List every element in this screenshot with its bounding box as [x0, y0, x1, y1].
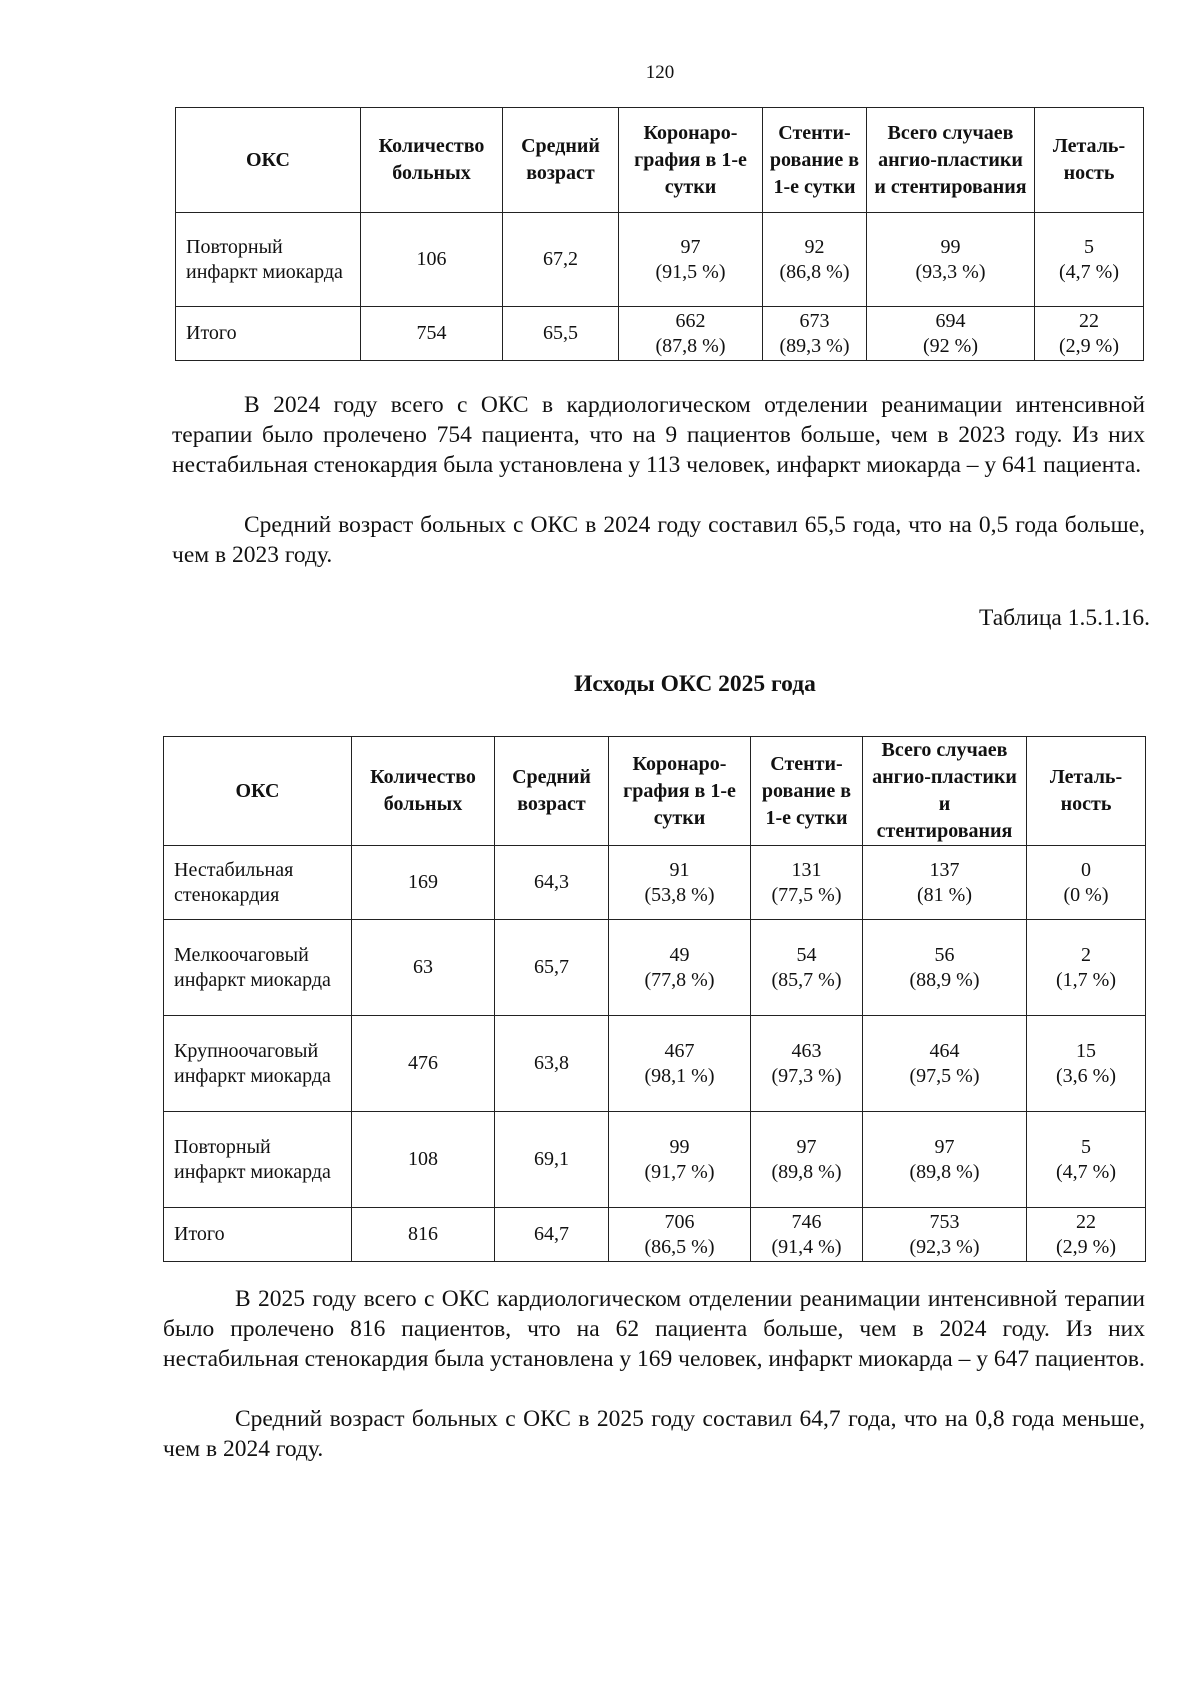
- cell-count: 476: [352, 1016, 495, 1112]
- table-row: [164, 1016, 1146, 1112]
- header-oks: ОКС: [176, 108, 361, 213]
- header-stenting: Стенти-рование в 1-е сутки: [763, 108, 867, 213]
- cell-total-value: 97: [934, 1135, 955, 1158]
- cell-count: 108: [352, 1112, 495, 1208]
- cell-coronarography-percent: (53,8 %): [644, 883, 715, 906]
- cell-stenting: [751, 846, 863, 920]
- cell-stenting-percent: (77,5 %): [771, 883, 842, 906]
- cell-stenting: [751, 1112, 863, 1208]
- cell-count: 106: [361, 213, 503, 307]
- cell-total-value: 99: [940, 235, 961, 258]
- cell-coronarography: [619, 307, 763, 361]
- cell-stenting-percent: (86,8 %): [779, 260, 850, 283]
- paragraph-2025-summary: В 2025 году всего с ОКС кардиологическом отделении реанимации интенсивной терапии было пролечено 816 пациентов, что на 62 пациента больше, чем в 2024 году. Из них нестабильная стенокардия была установлена у 169 человек, инфаркт миокарда – у 647 пациентов.: [163, 1286, 1145, 1372]
- cell-stenting-value: 92: [804, 235, 825, 258]
- cell-coronarography: [609, 1208, 751, 1262]
- cell-coronarography-value: 49: [669, 943, 690, 966]
- page-number: 120: [645, 62, 675, 83]
- cell-total-percent: (88,9 %): [909, 968, 980, 991]
- row-name: Нестабильная стенокардия: [164, 846, 352, 920]
- cell-lethality-value: 5: [1084, 235, 1094, 258]
- cell-coronarography-percent: (86,5 %): [644, 1235, 715, 1258]
- cell-lethality-percent: (3,6 %): [1056, 1064, 1116, 1087]
- cell-coronarography-percent: (98,1 %): [644, 1064, 715, 1087]
- cell-total: [863, 1208, 1027, 1262]
- cell-lethality-percent: (2,9 %): [1059, 334, 1119, 357]
- row-name: Крупноочаговый инфаркт миокарда: [164, 1016, 352, 1112]
- cell-age: 63,8: [495, 1016, 609, 1112]
- row-name: Итого: [176, 307, 361, 361]
- cell-stenting: [751, 920, 863, 1016]
- header-age: Средний возраст: [495, 737, 609, 846]
- cell-coronarography-value: 91: [669, 858, 690, 881]
- cell-count: 754: [361, 307, 503, 361]
- cell-stenting-value: 463: [791, 1039, 822, 1062]
- table-row: [164, 1112, 1146, 1208]
- cell-stenting-percent: (91,4 %): [771, 1235, 842, 1258]
- header-stenting: Стенти-рование в 1-е сутки: [751, 737, 863, 846]
- cell-total: [863, 846, 1027, 920]
- cell-total-percent: (92,3 %): [909, 1235, 980, 1258]
- header-lethality: Леталь-ность: [1027, 737, 1146, 846]
- table-row: [176, 213, 1144, 307]
- table-row: [164, 1208, 1146, 1262]
- row-name: Мелкоочаговый инфаркт миокарда: [164, 920, 352, 1016]
- cell-coronarography-value: 99: [669, 1135, 690, 1158]
- cell-coronarography: [609, 1016, 751, 1112]
- row-name: Итого: [164, 1208, 352, 1262]
- header-count: Количество больных: [361, 108, 503, 213]
- cell-count: 169: [352, 846, 495, 920]
- cell-lethality-percent: (1,7 %): [1056, 968, 1116, 991]
- cell-lethality-value: 22: [1076, 1210, 1096, 1233]
- cell-lethality: [1027, 920, 1146, 1016]
- cell-total-percent: (92 %): [923, 334, 978, 357]
- cell-total-percent: (89,8 %): [909, 1160, 980, 1183]
- cell-age: 69,1: [495, 1112, 609, 1208]
- cell-stenting-value: 673: [799, 309, 830, 332]
- cell-total-value: 464: [929, 1039, 960, 1062]
- cell-lethality-value: 22: [1079, 309, 1099, 332]
- cell-total-percent: (93,3 %): [915, 260, 986, 283]
- cell-lethality: [1027, 846, 1146, 920]
- cell-total: [863, 1112, 1027, 1208]
- cell-coronarography-value: 97: [680, 235, 701, 258]
- paragraph-2025-age: Средний возраст больных с ОКС в 2025 году составил 64,7 года, что на 0,8 года меньше, чем в 2024 году.: [163, 1406, 1145, 1462]
- cell-coronarography: [609, 846, 751, 920]
- header-coronarography: Коронаро-графия в 1-е сутки: [609, 737, 751, 846]
- cell-total-percent: (97,5 %): [909, 1064, 980, 1087]
- cell-age: 67,2: [503, 213, 619, 307]
- cell-coronarography: [609, 1112, 751, 1208]
- cell-stenting: [763, 307, 867, 361]
- cell-stenting-percent: (97,3 %): [771, 1064, 842, 1087]
- cell-lethality: [1027, 1016, 1146, 1112]
- cell-stenting-value: 54: [796, 943, 817, 966]
- cell-lethality-value: 5: [1081, 1135, 1091, 1158]
- paragraph-2024-summary: В 2024 году всего с ОКС в кардиологическом отделении реанимации интенсивной терапии было пролечено 754 пациента, что на 9 пациентов больше, чем в 2023 году. Из них нестабильная стенокардия была установлена у 113 человек, инфаркт миокарда – у 641 пациента.: [172, 392, 1145, 478]
- cell-coronarography: [619, 213, 763, 307]
- table-2025-outcomes: [163, 736, 1146, 1262]
- header-total-angioplasty: Всего случаев ангио-пластики и стентирования: [867, 108, 1035, 213]
- cell-stenting-percent: (85,7 %): [771, 968, 842, 991]
- cell-lethality-percent: (4,7 %): [1056, 1160, 1116, 1183]
- cell-total-value: 56: [934, 943, 955, 966]
- header-age: Средний возраст: [503, 108, 619, 213]
- header-total-angioplasty: Всего случаев ангио-пластики и стентирования: [863, 737, 1027, 846]
- cell-stenting: [763, 213, 867, 307]
- cell-age: 65,5: [503, 307, 619, 361]
- cell-age: 64,7: [495, 1208, 609, 1262]
- table-row: [176, 307, 1144, 361]
- cell-lethality-percent: (4,7 %): [1059, 260, 1119, 283]
- cell-total-value: 694: [935, 309, 966, 332]
- cell-lethality-value: 2: [1081, 943, 1091, 966]
- table-title-wrap: [0, 671, 1200, 698]
- cell-coronarography-percent: (91,7 %): [644, 1160, 715, 1183]
- cell-coronarography-percent: (77,8 %): [644, 968, 715, 991]
- cell-coronarography-value: 662: [675, 309, 706, 332]
- cell-stenting-value: 746: [791, 1210, 822, 1233]
- row-name: Повторный инфаркт миокарда: [164, 1112, 352, 1208]
- cell-total-value: 137: [929, 858, 960, 881]
- cell-stenting-value: 97: [796, 1135, 817, 1158]
- header-oks: ОКС: [164, 737, 352, 846]
- cell-lethality-value: 0: [1081, 858, 1091, 881]
- header-count: Количество больных: [352, 737, 495, 846]
- table-row: [164, 846, 1146, 920]
- page-number-wrap: [0, 62, 1200, 84]
- row-name: Повторный инфаркт миокарда: [176, 213, 361, 307]
- cell-lethality-percent: (2,9 %): [1056, 1235, 1116, 1258]
- table-label: Таблица 1.5.1.16.: [978, 605, 1150, 631]
- cell-stenting: [751, 1016, 863, 1112]
- table-title: Исходы ОКС 2025 года: [574, 671, 816, 697]
- header-lethality: Леталь-ность: [1035, 108, 1144, 213]
- header-coronarography: Коронаро-графия в 1-е сутки: [619, 108, 763, 213]
- cell-lethality-percent: (0 %): [1063, 883, 1109, 906]
- cell-coronarography-value: 706: [664, 1210, 695, 1233]
- cell-lethality: [1027, 1208, 1146, 1262]
- cell-total: [863, 1016, 1027, 1112]
- cell-lethality-value: 15: [1076, 1039, 1096, 1062]
- cell-stenting-value: 131: [791, 858, 822, 881]
- paragraph-2024-age: Средний возраст больных с ОКС в 2024 году составил 65,5 года, что на 0,5 года больше, чем в 2023 году.: [172, 512, 1145, 568]
- cell-count: 63: [352, 920, 495, 1016]
- cell-total-value: 753: [929, 1210, 960, 1233]
- cell-lethality: [1035, 213, 1144, 307]
- cell-coronarography: [609, 920, 751, 1016]
- cell-stenting-percent: (89,3 %): [779, 334, 850, 357]
- table-row: [164, 920, 1146, 1016]
- cell-coronarography-percent: (91,5 %): [655, 260, 726, 283]
- cell-total: [867, 213, 1035, 307]
- table-2024-continuation: [175, 107, 1144, 361]
- cell-stenting: [751, 1208, 863, 1262]
- cell-stenting-percent: (89,8 %): [771, 1160, 842, 1183]
- cell-coronarography-percent: (87,8 %): [655, 334, 726, 357]
- cell-coronarography-value: 467: [664, 1039, 695, 1062]
- cell-lethality: [1035, 307, 1144, 361]
- cell-total: [863, 920, 1027, 1016]
- cell-count: 816: [352, 1208, 495, 1262]
- cell-total: [867, 307, 1035, 361]
- cell-age: 64,3: [495, 846, 609, 920]
- cell-lethality: [1027, 1112, 1146, 1208]
- cell-total-percent: (81 %): [917, 883, 972, 906]
- cell-age: 65,7: [495, 920, 609, 1016]
